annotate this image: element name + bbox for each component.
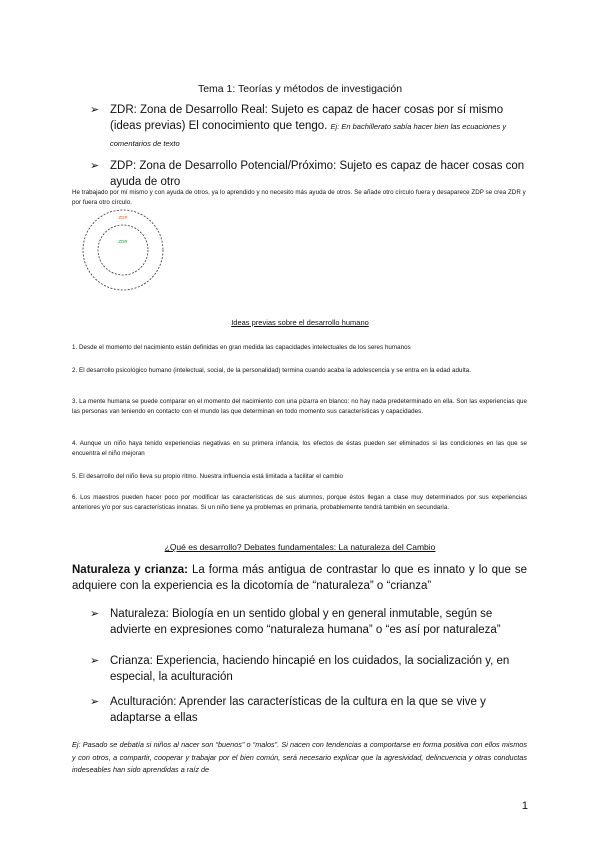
bullet-naturaleza — [90, 606, 525, 638]
naturaleza-lead: Naturaleza y crianza: — [72, 564, 188, 576]
page-title: Tema 1: Teorías y métodos de investigación — [197, 83, 403, 95]
naturaleza-text: La forma más antigua de contrastar lo que es innato y lo que se adquiere con la experiencia es la dicotomía de “naturaleza” o “crianza” — [72, 564, 527, 592]
zone-diagram — [78, 205, 168, 295]
bullet-aculturacion — [90, 694, 525, 726]
zdp-label: ZDP — [118, 215, 128, 220]
outer-circle — [83, 210, 163, 290]
zdr-label: ZDR — [118, 239, 128, 244]
section-heading-ideas: Ideas previas sobre el desarrollo humano — [231, 318, 369, 327]
bullet-text: Naturaleza: Biología en un sentido global y en general inmutable, según se advierte en expresiones como “naturaleza humana” o “es así por naturaleza” — [110, 608, 501, 636]
idea-item: 5. El desarrollo del niño lleva su propio ritmo. Nuestra influencia está limitada a facilitar el cambio — [72, 473, 343, 480]
idea-item: 3. La mente humana se puede comparar en el momento del nacimiento con una pizarra en blanco: no hay nada predeterminado en ella. Son las experiencias que las personas van teniendo en contacto con el mundo las que determinan en todo momento sus características y capacidades. — [72, 398, 527, 415]
arrow-bullet-icon: ➢ — [90, 696, 100, 708]
arrow-bullet-icon: ➢ — [90, 655, 100, 667]
bullet-crianza — [90, 653, 525, 685]
idea-item: 6. Los maestros pueden hacer poco por modificar las características de sus alumnos, porque éstos llegan a clase muy determinados por sus experiencias anteriores y/o por sus características innatas. Si un niño tiene ya problemas en primaria, probablemente tendrá también en secundaria. — [72, 494, 527, 511]
arrow-bullet-icon: ➢ — [90, 160, 100, 172]
naturaleza-paragraph — [72, 562, 527, 594]
bullet-text: ZDP: Zona de Desarrollo Potencial/Próximo: Sujeto es capaz de hacer cosas con ayuda de otro — [110, 160, 525, 188]
worked-note: He trabajado por mí mismo y con ayuda de otros, ya lo aprendido y no necesito más ayuda de otros. Se añade otro círculo fuera y desaparece ZDP se crea ZDR y por fuera otro círculo. — [72, 189, 526, 206]
section-heading-desarrollo: ¿Qué es desarrollo? Debates fundamentales: La naturaleza del Cambio — [164, 542, 436, 552]
arrow-bullet-icon: ➢ — [90, 608, 100, 620]
idea-item: 1. Desde el momento del nacimiento están definidas en gran medida las capacidades intelectuales de los seres humanos — [72, 344, 411, 351]
page-number: 1 — [521, 800, 528, 812]
bullet-zdp — [90, 158, 525, 190]
bullet-text: Aculturación: Aprender las características de la cultura en la que se vive y adaptarse a ellas — [110, 696, 486, 724]
arrow-bullet-icon: ➢ — [90, 104, 100, 116]
bullet-text: Crianza: Experiencia, haciendo hincapié en los cuidados, la socialización y, en especial, la aculturación — [110, 655, 510, 683]
bullet-text: ZDR: Zona de Desarrollo Real: Sujeto es capaz de hacer cosas por sí mismo (ideas previas) El conocimiento que tengo. — [110, 104, 504, 132]
example-paragraph: Ej: Pasado se debatía si niños al nacer son “buenos” o “malos”. Si nacen con tendencias a comportarse en forma positiva con ellos mismos y con otros, a compartir, cooperar y trabajar por el bien común, será necesario explicar que la agresividad, delincuencia y otras conductas indeseables han sido aprendidas a raíz de — [72, 740, 527, 774]
idea-item: 2. El desarrollo psicológico humano (intelectual, social, de la personalidad) termina cuando acaba la adolescencia y se entra en la edad adulta. — [72, 367, 471, 374]
bullet-example: Ej: En bachillerato sabía hacer bien las ecuaciones y comentarios de texto — [110, 122, 507, 148]
bullet-zdr — [90, 102, 525, 152]
inner-circle — [98, 225, 148, 275]
idea-item: 4. Aunque un niño haya tenido experiencias negativas en su primera infancia, los efectos de éstas pueden ser eliminados si las condiciones en las que se encuentra el niño mejoran — [72, 440, 527, 457]
